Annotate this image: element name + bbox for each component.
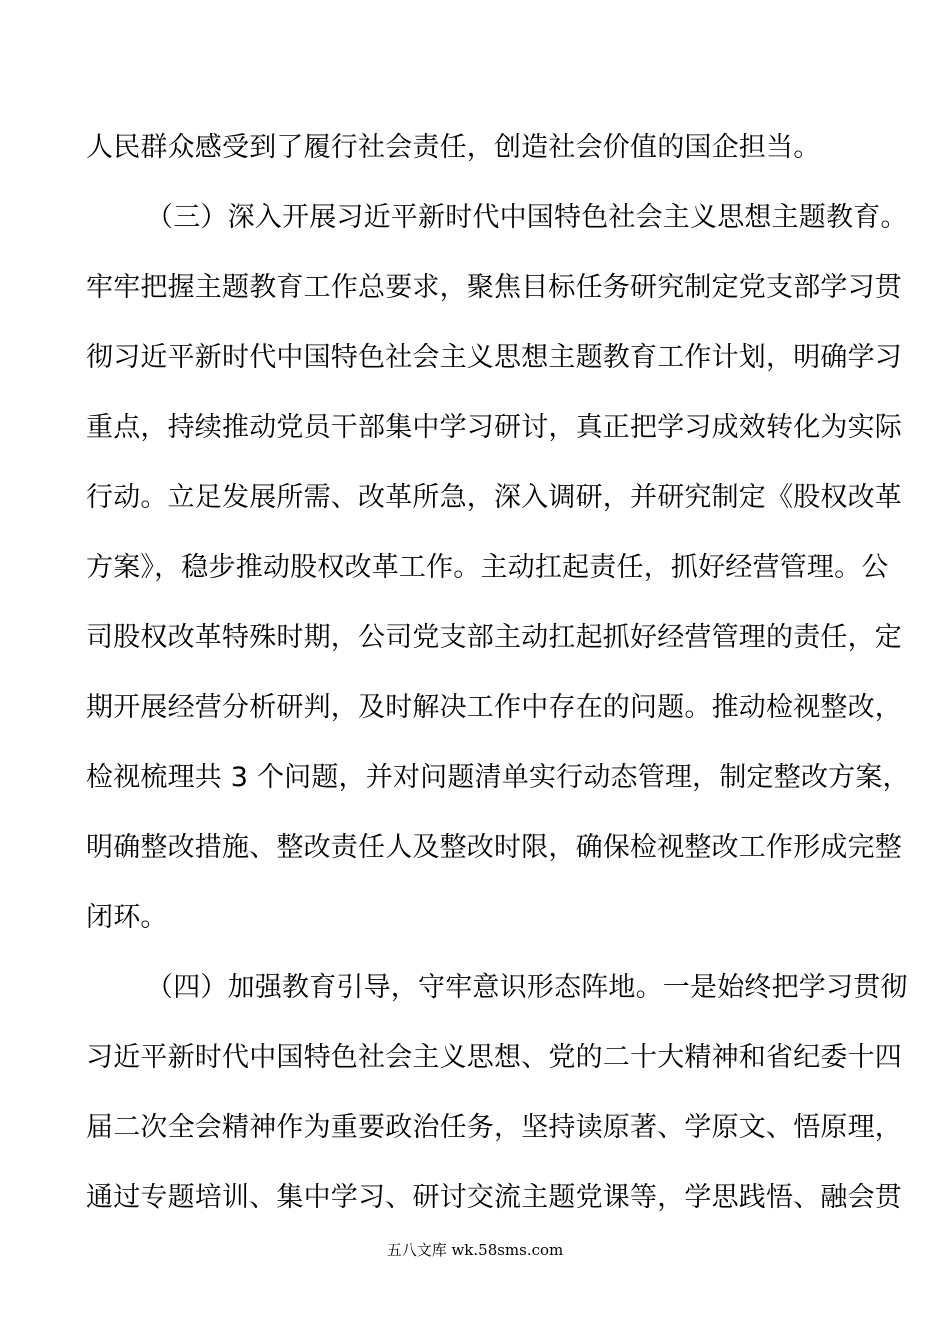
text-line: 闭环。: [86, 902, 168, 933]
text-line: 彻习近平新时代中国特色社会主义思想主题教育工作计划，明确学习: [86, 342, 902, 373]
section-heading-3: （三）深入开展习近平新时代中国特色社会主义思想主题教育。: [146, 202, 908, 233]
text-line: 通过专题培训、集中学习、研讨交流主题党课等，学思践悟、融会贯: [86, 1182, 902, 1213]
text-line: 重点，持续推动党员干部集中学习研讨，真正把学习成效转化为实际: [86, 412, 902, 443]
text-line: 期开展经营分析研判，及时解决工作中存在的问题。推动检视整改，: [86, 692, 902, 723]
text-line: 明确整改措施、整改责任人及整改时限，确保检视整改工作形成完整: [86, 832, 902, 863]
footer-watermark: 五八文库 wk.58sms.com: [386, 1241, 564, 1259]
text-line: 届二次全会精神作为重要政治任务，坚持读原著、学原文、悟原理，: [86, 1112, 902, 1143]
text-line: 司股权改革特殊时期，公司党支部主动扛起抓好经营管理的责任，定: [86, 622, 902, 653]
text-line: 习近平新时代中国特色社会主义思想、党的二十大精神和省纪委十四: [86, 1042, 902, 1073]
text-line: 人民群众感受到了履行社会责任，创造社会价值的国企担当。: [86, 132, 821, 163]
text-line: 牢牢把握主题教育工作总要求，聚焦目标任务研究制定党支部学习贯: [86, 272, 902, 303]
text-line: 检视梳理共 3 个问题，并对问题清单实行动态管理，制定整改方案，: [86, 762, 910, 793]
text-line: 方案》，稳步推动股权改革工作。主动扛起责任，抓好经营管理。公: [86, 552, 889, 583]
section-heading-4: （四）加强教育引导，守牢意识形态阵地。一是始终把学习贯彻: [146, 972, 908, 1003]
text-line: 行动。立足发展所需、改革所急，深入调研，并研究制定《股权改革: [86, 482, 902, 513]
